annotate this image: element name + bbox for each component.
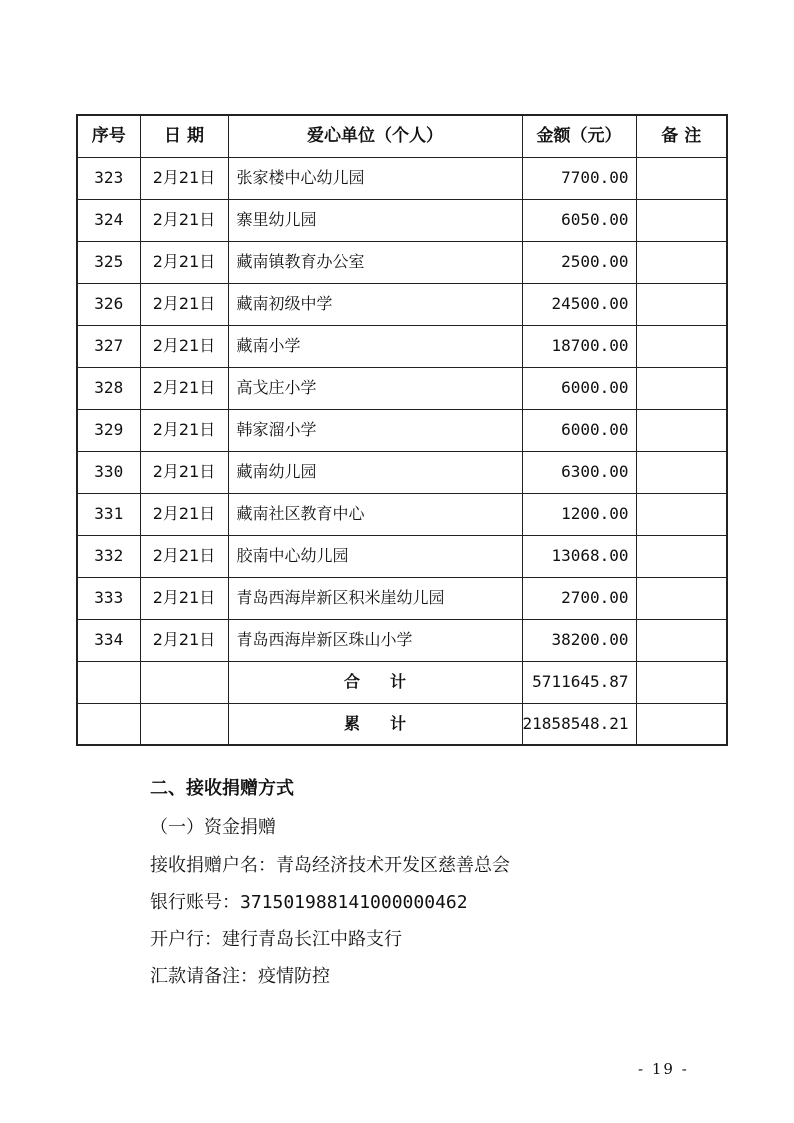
- table-row: [77, 199, 727, 241]
- row-note: [636, 283, 727, 325]
- page-number: - 19 -: [638, 1060, 689, 1078]
- row-amount: 6000.00: [522, 409, 636, 451]
- row-unit: 藏南社区教育中心: [228, 493, 522, 535]
- row-date: 2月21日: [140, 157, 228, 199]
- table-row: [77, 577, 727, 619]
- row-amount: 38200.00: [522, 619, 636, 661]
- row-seq: 325: [77, 241, 140, 283]
- table-row: [77, 241, 727, 283]
- row-note: [636, 241, 727, 283]
- cumulative-label: 累计: [228, 703, 522, 745]
- cumulative-empty-note: [636, 703, 727, 745]
- row-seq: 333: [77, 577, 140, 619]
- table-row: [77, 493, 727, 535]
- cumulative-row: [77, 703, 727, 745]
- header-date: 日 期: [140, 115, 228, 157]
- row-unit: 张家楼中心幼儿园: [228, 157, 522, 199]
- row-unit: 胶南中心幼儿园: [228, 535, 522, 577]
- table-row: [77, 619, 727, 661]
- row-date: 2月21日: [140, 367, 228, 409]
- row-unit: 藏南镇教育办公室: [228, 241, 522, 283]
- row-note: [636, 493, 727, 535]
- row-date: 2月21日: [140, 241, 228, 283]
- row-unit: 韩家溜小学: [228, 409, 522, 451]
- account-no-value: 371501988141000000462: [240, 892, 468, 913]
- table-row: [77, 535, 727, 577]
- header-unit: 爱心单位（个人）: [228, 115, 522, 157]
- row-note: [636, 325, 727, 367]
- row-date: 2月21日: [140, 283, 228, 325]
- table-row: [77, 409, 727, 451]
- total-label: 合计: [228, 661, 522, 703]
- row-date: 2月21日: [140, 577, 228, 619]
- row-amount: 2700.00: [522, 577, 636, 619]
- row-seq: 334: [77, 619, 140, 661]
- table-row: [77, 367, 727, 409]
- section-subheading: （一）资金捐赠: [150, 817, 276, 838]
- row-seq: 327: [77, 325, 140, 367]
- bank-value: 建行青岛长江中路支行: [222, 929, 402, 950]
- cumulative-amount: 21858548.21: [522, 703, 636, 745]
- row-seq: 326: [77, 283, 140, 325]
- row-date: 2月21日: [140, 199, 228, 241]
- remark-label: 汇款请备注：: [150, 966, 258, 987]
- total-empty-note: [636, 661, 727, 703]
- account-name-label: 接收捐赠户名：: [150, 855, 276, 876]
- row-seq: 323: [77, 157, 140, 199]
- row-amount: 6050.00: [522, 199, 636, 241]
- header-amount: 金额（元）: [522, 115, 636, 157]
- row-date: 2月21日: [140, 535, 228, 577]
- remark-line: [150, 962, 330, 988]
- row-amount: 6000.00: [522, 367, 636, 409]
- table-row: [77, 325, 727, 367]
- row-unit: 青岛西海岸新区珠山小学: [228, 619, 522, 661]
- row-note: [636, 451, 727, 493]
- account-name-line: [150, 851, 510, 877]
- row-note: [636, 199, 727, 241]
- total-amount: 5711645.87: [522, 661, 636, 703]
- row-date: 2月21日: [140, 325, 228, 367]
- cumulative-empty-date: [140, 703, 228, 745]
- row-seq: 332: [77, 535, 140, 577]
- row-unit: 高戈庄小学: [228, 367, 522, 409]
- row-amount: 24500.00: [522, 283, 636, 325]
- row-amount: 6300.00: [522, 451, 636, 493]
- row-note: [636, 409, 727, 451]
- row-unit: 寨里幼儿园: [228, 199, 522, 241]
- row-note: [636, 619, 727, 661]
- row-date: 2月21日: [140, 409, 228, 451]
- bank-line: [150, 925, 402, 951]
- table-row: [77, 451, 727, 493]
- table-row: [77, 157, 727, 199]
- row-date: 2月21日: [140, 493, 228, 535]
- row-note: [636, 577, 727, 619]
- row-seq: 328: [77, 367, 140, 409]
- row-note: [636, 367, 727, 409]
- remark-value: 疫情防控: [258, 966, 330, 987]
- row-seq: 329: [77, 409, 140, 451]
- total-row: [77, 661, 727, 703]
- row-amount: 13068.00: [522, 535, 636, 577]
- header-seq: 序号: [77, 115, 140, 157]
- account-no-label: 银行账号：: [150, 892, 240, 913]
- account-no-line: [150, 888, 468, 914]
- row-unit: 青岛西海岸新区积米崖幼儿园: [228, 577, 522, 619]
- row-amount: 1200.00: [522, 493, 636, 535]
- header-note: 备 注: [636, 115, 727, 157]
- donation-table: [76, 114, 728, 746]
- row-date: 2月21日: [140, 619, 228, 661]
- table-header-row: [77, 115, 727, 157]
- row-unit: 藏南初级中学: [228, 283, 522, 325]
- row-date: 2月21日: [140, 451, 228, 493]
- row-unit: 藏南小学: [228, 325, 522, 367]
- row-seq: 330: [77, 451, 140, 493]
- row-note: [636, 157, 727, 199]
- row-note: [636, 535, 727, 577]
- account-name-value: 青岛经济技术开发区慈善总会: [276, 855, 510, 876]
- row-unit: 藏南幼儿园: [228, 451, 522, 493]
- total-empty-date: [140, 661, 228, 703]
- row-amount: 2500.00: [522, 241, 636, 283]
- row-amount: 18700.00: [522, 325, 636, 367]
- table-row: [77, 283, 727, 325]
- bank-label: 开户行：: [150, 929, 222, 950]
- cumulative-empty-seq: [77, 703, 140, 745]
- total-empty-seq: [77, 661, 140, 703]
- row-amount: 7700.00: [522, 157, 636, 199]
- section-heading: 二、接收捐赠方式: [150, 778, 294, 799]
- row-seq: 331: [77, 493, 140, 535]
- row-seq: 324: [77, 199, 140, 241]
